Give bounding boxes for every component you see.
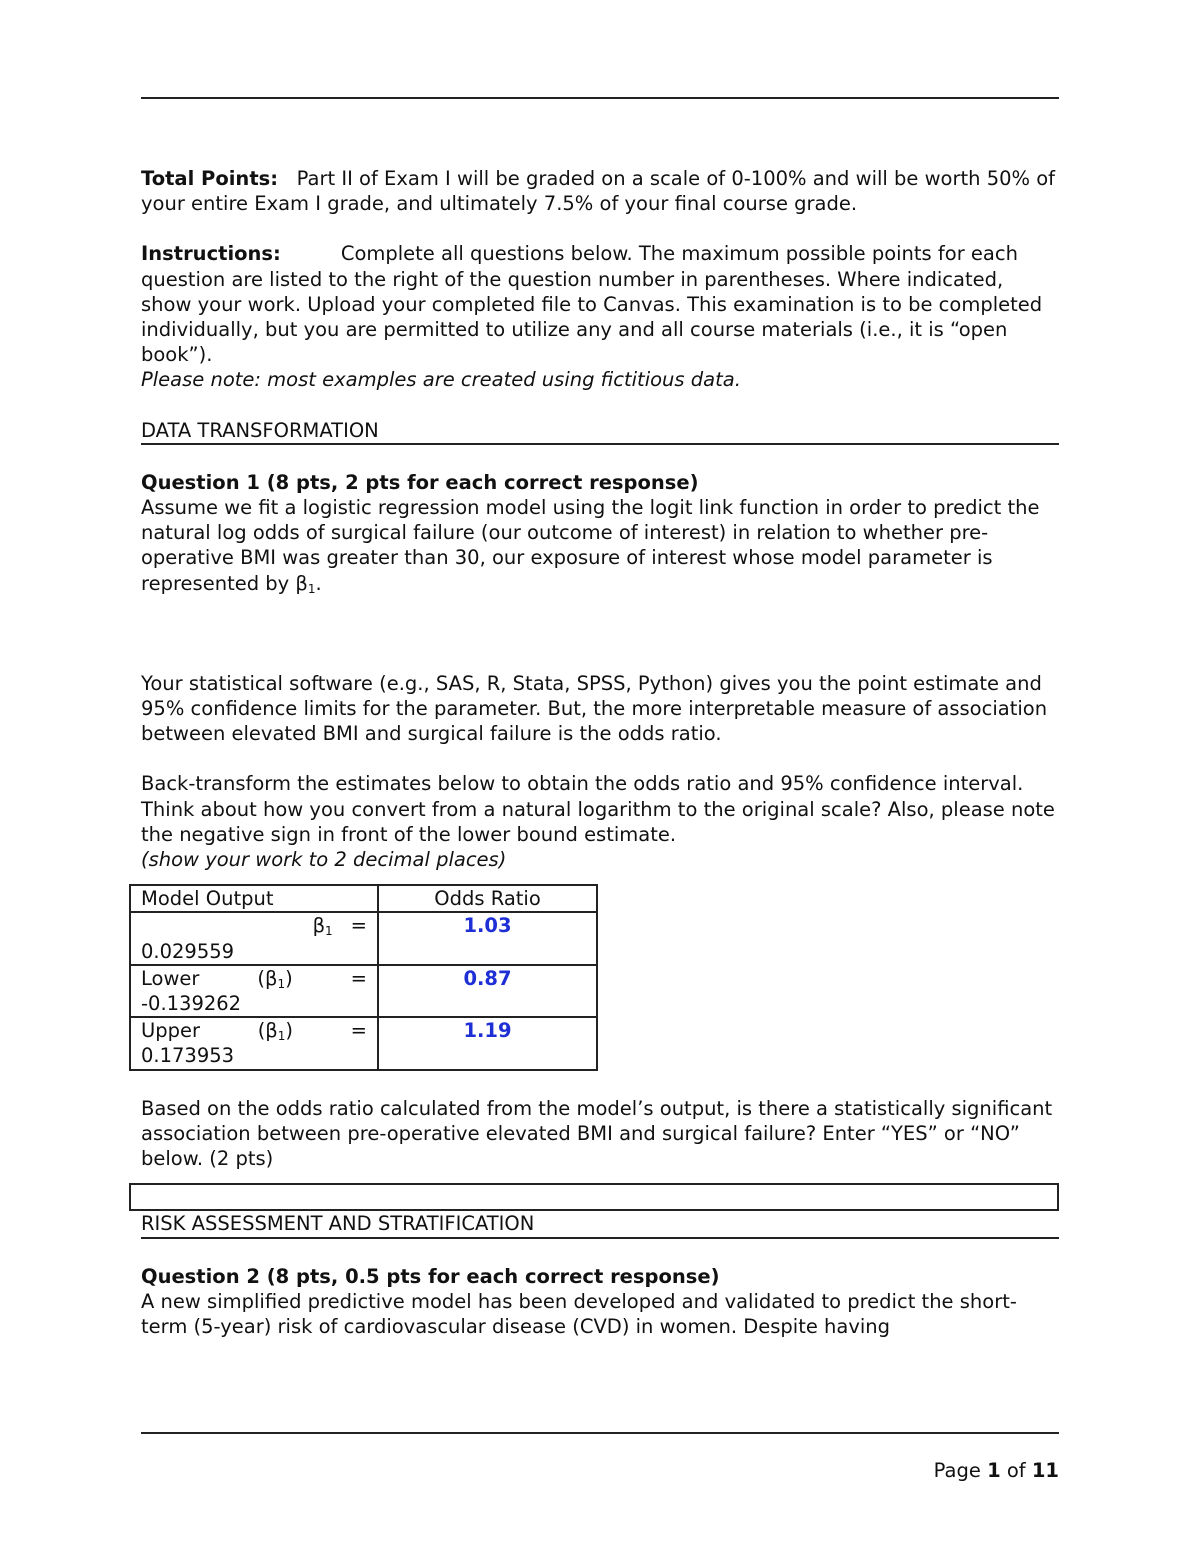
beta-sub: 1 [325,924,333,939]
equals-sign: = [350,966,367,990]
instructions-paragraph [141,241,1059,367]
odds-ratio-cell [378,912,597,964]
point-estimate-value: 0.029559 [141,939,235,963]
fictitious-data-note: Please note: most examples are created using fictitious data. [141,368,741,392]
table-header-row [130,885,597,912]
upper-ci-cell [378,1017,597,1069]
page-word: Page [933,1459,981,1482]
upper-bound-param [141,1018,367,1043]
beta-char: β [312,914,326,938]
lower-bound-cell [130,965,378,1017]
beta-symbol [258,1018,293,1043]
beta-char: (β [257,1019,278,1043]
lower-bound-param [141,966,367,991]
header-rule [141,97,1059,99]
upper-bound-value: 0.173953 [141,1044,235,1068]
table-row [130,965,597,1017]
question-2-text: A new simplified predictive model has been developed and validated to predict the short-term (5-year) risk of cardiovascular disease (CVD) in women. Despite having [141,1289,1017,1338]
current-page: 1 [987,1459,1001,1482]
total-pages: 11 [1031,1459,1059,1482]
instructions-text: Complete all questions below. The maximum possible points for each question are listed to the right of the question number in parentheses. Where indicated, show your work. Upload your completed file to Canvas. This examination is to be completed individually, but you are permitted to utilize any and all course materials (i.e., it is “open book”). [141,242,1043,367]
footer-rule [141,1432,1059,1434]
beta-symbol [257,966,292,991]
beta-sub: 1 [277,1029,286,1044]
beta-sub: 1 [277,976,286,991]
question-1-body: Assume we fit a logistic regression model using the logit link function in order to predict the natural log odds of surgical failure (our outcome of interest) in relation to whether pre-operative BMI was greater than 30, our exposure of interest whose model parameter is represented by β [141,496,1040,595]
point-estimate-cell [130,912,378,964]
section-heading-risk-assessment: RISK ASSESSMENT AND STRATIFICATION [141,1211,1059,1238]
lower-bound-value: -0.139262 [141,992,242,1016]
upper-label: Upper [141,1019,201,1043]
yes-no-answer-box[interactable] [129,1183,1059,1211]
lower-label: Lower [141,966,200,990]
beta-symbol [313,913,333,938]
upper-ci-answer: 1.19 [463,1019,512,1043]
equals-sign: = [350,914,367,938]
of-word: of [1006,1459,1026,1482]
question-1-text [141,495,1059,596]
software-paragraph: Your statistical software (e.g., SAS, R, Stata, SPSS, Python) gives you the point estimate and 95% confidence limits for the parameter. But, the more interpretable measure of association between elevated BMI and surgical failure is the odds ratio. [141,671,1048,746]
upper-bound-cell [130,1017,378,1069]
question-1-title: Question 1 (8 pts, 2 pts for each correct response) [141,470,699,494]
lower-ci-cell [378,965,597,1017]
show-work-note: (show your work to 2 decimal places) [141,848,507,872]
table-row [130,912,597,964]
question-2-title: Question 2 (8 pts, 0.5 pts for each correct response) [141,1264,720,1288]
back-transform-paragraph: Back-transform the estimates below to obtain the odds ratio and 95% confidence interval. Think about how you convert from a natural logarithm to the original scale? Also, please note the negative sign in front of the lower bound estimate. [141,772,1055,846]
page-number [934,1458,1059,1483]
table-row [130,1017,597,1069]
odds-ratio-answer: 1.03 [463,914,512,938]
question-1-period: . [315,571,322,595]
total-points-text: Part II of Exam I will be graded on a scale of 0-100% and will be worth 50% of your entire Exam I grade, and ultimately 7.5% of your final course grade. [141,167,1056,216]
beta-char: (β [257,966,278,990]
section-heading-data-transformation: DATA TRANSFORMATION [141,418,1059,445]
lower-ci-answer: 0.87 [463,966,512,990]
page-content [141,166,1059,1339]
paren-close: ) [285,1019,293,1043]
beta-subscript: 1 [307,581,316,596]
total-points-label: Total Points: [141,167,279,190]
header-odds-ratio: Odds Ratio [378,885,597,912]
point-estimate-param [141,913,367,938]
total-points-paragraph [141,166,1059,216]
significance-question: Based on the odds ratio calculated from the model’s output, is there a statistically significant association between pre-operative elevated BMI and surgical failure? Enter “YES” or “NO” below. (2 pts) [141,1096,1053,1171]
paren-close: ) [285,966,293,990]
model-output-table [129,884,598,1070]
instructions-label: Instructions: [141,242,281,266]
equals-sign: = [350,1019,367,1043]
header-model-output: Model Output [130,885,378,912]
